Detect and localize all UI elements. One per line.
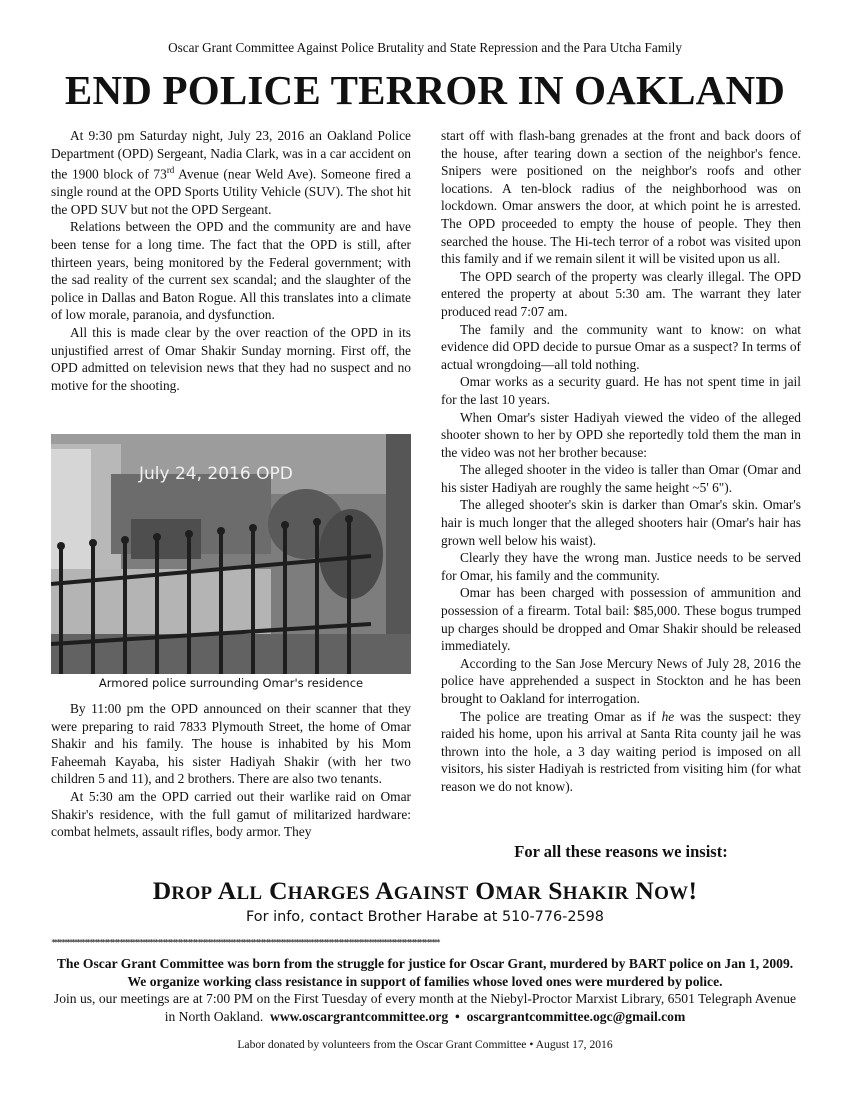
about-committee: [48, 955, 802, 1025]
paragraph-12: Clearly they have the wrong man. Justice needs to be served for Omar, his family and the community.: [441, 550, 801, 583]
p15-text-b: was the suspect: they raided his home, upon his arrival at Santa Rita county jail he was thrown into the hole, a 3 day waiting period is imposed on all visitors, his sister Hadiyah is restricted from visiting him (for what reason we do not know).: [441, 708, 801, 794]
website-link[interactable]: www.oscargrantcommittee.org: [270, 1008, 449, 1024]
demand-rest: OW: [654, 883, 689, 904]
about-mission: The Oscar Grant Committee was born from the struggle for justice for Oscar Grant, murdered by BART police on Jan 1, 2009. We organize working class resistance in support of families whose loved ones were murdered by police.: [56, 956, 794, 989]
demand-cap: A: [217, 876, 237, 905]
right-column: [441, 127, 801, 796]
p15-text-a: The police are treating Omar as if: [460, 708, 662, 724]
paragraph-10: The alleged shooter in the video is taller than Omar (Omar and his sister Hadiyah are roughly the same height ~5' 6").: [441, 462, 801, 495]
headline: END POLICE TERROR IN OAKLAND: [64, 67, 786, 113]
email-link[interactable]: oscargrantcommittee.ogc@gmail.com: [466, 1008, 686, 1024]
paragraph-15: [441, 708, 801, 796]
left-column-top: [51, 127, 411, 394]
p1-text-b: Avenue (near Weld Ave). Someone fired a single round at the OPD Sports Utility Vehicle (SUV). The shot hit the OPD SUV but not the OPD Sergeant.: [51, 166, 411, 217]
demand-rest: HAKIR: [562, 883, 629, 904]
photo-caption: Armored police surrounding Omar's residence: [98, 676, 364, 690]
demand-cap: S: [548, 876, 563, 905]
paragraph-5-start: At 5:30 am the OPD carried out their warlike raid on Omar Shakir's residence, with the full gamut of militarized hardware: combat helmets, assault rifles, body armor. They: [51, 788, 411, 840]
paragraph-8: Omar works as a security guard. He has not spent time in jail for the last 10 years.: [441, 374, 801, 407]
paragraph-4: By 11:00 pm the OPD announced on their scanner that they were preparing to raid 7833 Plymouth Street, the home of Omar Shakir and his family. The house is inhabited by his Mom Faheemah Kayaba, his sister Hadiyah Shakir (with her two children 5 and 11), and 2 brothers. There are also two tenants.: [51, 701, 411, 787]
demand-cap: A: [375, 876, 394, 905]
demand-cap: O: [475, 876, 496, 905]
header-line: Oscar Grant Committee Against Police Brutality and State Repression and the Para Utcha Family: [168, 40, 682, 55]
demand-cap: C: [269, 876, 288, 905]
demand-cap: D: [152, 876, 172, 905]
demand-rest: MAR: [495, 883, 542, 904]
photo-timestamp-overlay: July 24, 2016 OPD: [139, 464, 293, 484]
p1-superscript: rd: [166, 165, 175, 176]
raid-photo: [51, 434, 411, 674]
meetings-text: Join us, our meetings are at 7:00 PM on the First Tuesday of every month at the Niebyl-Proctor Marxist Library, 6501 Telegraph Avenue in North Oakland.: [53, 991, 797, 1024]
contact-line: For info, contact Brother Harabe at 510-776-2598: [246, 909, 604, 925]
demand-rest: LL: [236, 883, 263, 904]
demand-rest: GAINST: [393, 883, 469, 904]
paragraph-11: The alleged shooter's skin is darker than Omar's skin. Omar's hair is much longer that the alleged shooters hair (Omar's hair has grown well below his waist).: [441, 497, 801, 548]
raid-photo-image: [51, 434, 411, 674]
demand-rest: ROP: [171, 883, 213, 904]
paragraph-2: Relations between the OPD and the community are and have been tense for a long time. The fact that the OPD is still, after thirteen years, being monitored by the Federal government; with the sad reality of the current sex scandal; and the slaughter of the police in Dallas and Baton Rogue. All this translates into a climate of low morale, paranoia, and dysfunction.: [51, 219, 411, 323]
demand-headline: [0, 876, 850, 906]
paragraph-5-continued: start off with flash-bang grenades at the front and back doors of the house, after tearing down a section of the neighbor's fence. Snipers were positioned on the neighbor's roofs and other locations. A ten-block radius of the neighborhood was on lockdown. Omar answers the door, at which point he is arrested. The OPD proceeded to empty the house of people. They then searched the house. The Hi-tech terror of a robot was visited upon this family and if we remain silent it will be visited upon us all.: [441, 128, 801, 267]
paragraph-1: [51, 127, 411, 218]
p1-text-a: At 9:30 pm Saturday night, July 23, 2016 an Oakland Police Department (OPD) Sergeant, Nadia Clark, was in a car accident on the 1900 block of 73: [51, 128, 411, 182]
paragraph-13: Omar has been charged with possession of ammunition and possession of a firearm. Total bail: $85,000. These bogus trumped up charges should be dropped and Omar Shakir should be released immediately.: [441, 585, 801, 654]
paragraph-7: The family and the community want to know: on what evidence did OPD decide to pursue Omar as a suspect? In terms of actual wrongdoing—all told nothing.: [441, 321, 801, 372]
demand-exclamation: !: [688, 876, 698, 905]
paragraph-14: According to the San Jose Mercury News of July 28, 2016 the police have apprehended a suspect in Stockton and he has been brought to Oakland for interrogation.: [441, 655, 801, 706]
paragraph-6: The OPD search of the property was clearly illegal. The OPD entered the property at about 5:30 am. The warrant they later produced read 7:07 am.: [441, 268, 801, 319]
demand-cap: N: [635, 876, 655, 905]
footer-credit: Labor donated by volunteers from the Oscar Grant Committee • August 17, 2016: [237, 1038, 613, 1051]
p15-emphasis: he: [661, 708, 675, 724]
separator-stars: **********************************************************************************************************************************************************: [51, 938, 439, 947]
paragraph-9: When Omar's sister Hadiyah viewed the video of the alleged shooter shown to her by OPD she reportedly told them the man in the video was not her brother because:: [441, 409, 801, 460]
about-meetings: [48, 990, 802, 1025]
left-column-bottom: [51, 700, 411, 841]
bullet-separator: •: [455, 1008, 460, 1024]
demand-rest: HARGES: [287, 883, 370, 904]
insist-line: For all these reasons we insist:: [514, 842, 728, 861]
paragraph-3: All this is made clear by the over reaction of the OPD in its unjustified arrest of Omar Shakir Sunday morning. First off, the OPD admitted on television news that they had no suspect and no motive for the shooting.: [51, 325, 411, 393]
